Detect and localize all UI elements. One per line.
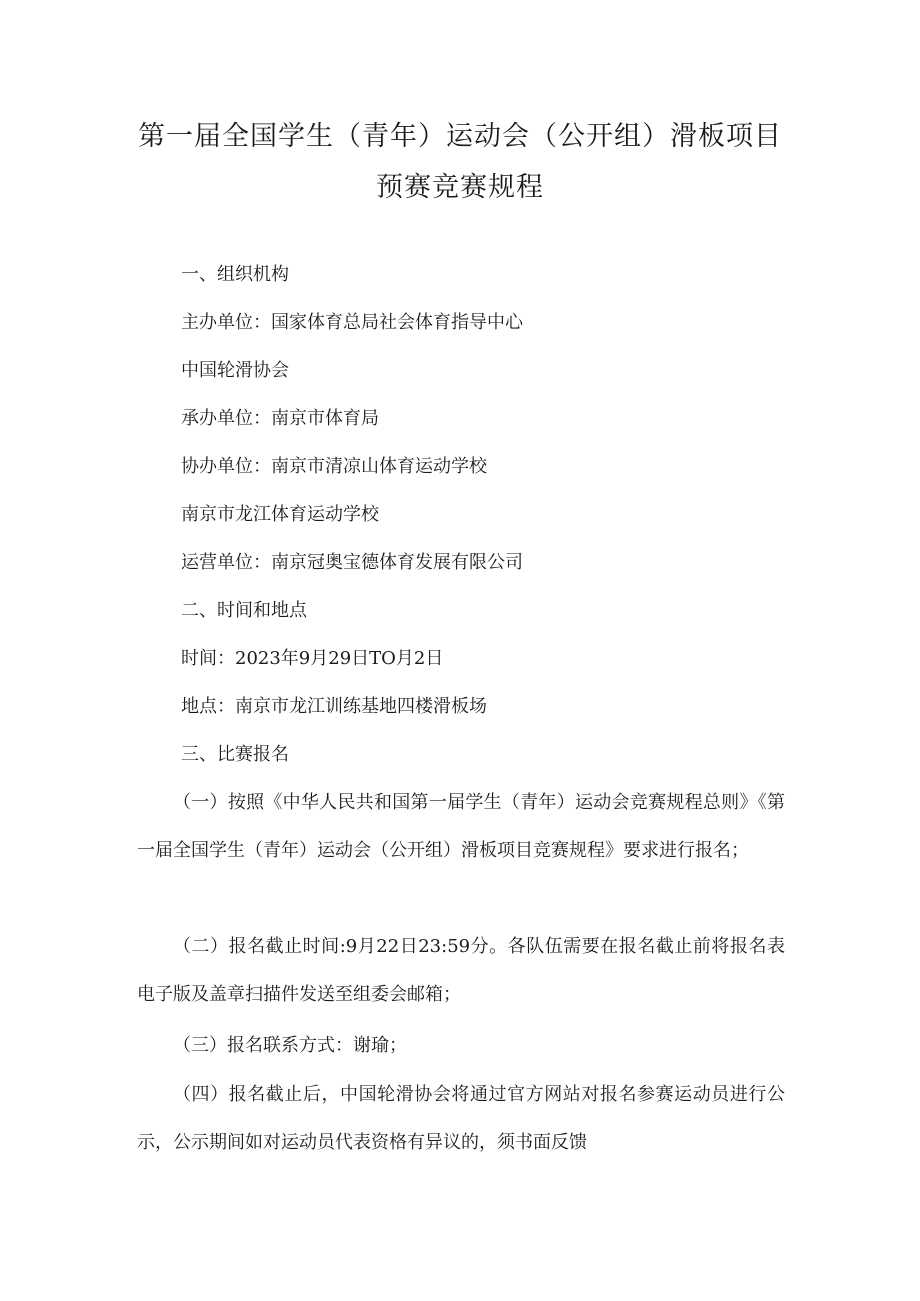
section-heading-registration: 三、比赛报名 <box>181 744 289 765</box>
host-unit-line: 主办单位：国家体育总局社会体育指导中心 <box>181 312 523 333</box>
registration-item-1: （一）按照《中华人民共和国第一届学生（青年）运动会竞赛规程总则》《第一届全国学生（青年）运动会（公开组）滑板项目竞赛规程》要求进行报名； <box>137 792 785 861</box>
coorganizer-unit-line: 协办单位：南京市清凉山体育运动学校 <box>181 456 487 477</box>
document-title-line-1: 第一届全国学生（青年）运动会（公开组）滑板项目 <box>138 121 782 152</box>
document-title-line-2: 预赛竞赛规程 <box>376 172 544 203</box>
registration-item-2: （二）报名截止时间:9月22日23:59分。各队伍需要在报名截止前将报名表电子版及盖章扫描件发送至组委会邮箱； <box>137 936 785 1005</box>
section-heading-time-place: 二、时间和地点 <box>181 600 307 621</box>
organizer-unit-line: 承办单位：南京市体育局 <box>181 408 379 429</box>
registration-item-3: （三）报名联系方式：谢瑜； <box>173 1035 407 1056</box>
registration-item-4: （四）报名截止后，中国轮滑协会将通过官方网站对报名参赛运动员进行公示，公示期间如对运动员代表资格有异议的，须书面反馈 <box>137 1084 785 1153</box>
time-line: 时间：2023年9月29日TO月2日 <box>181 648 444 669</box>
operator-unit-line: 运营单位：南京冠奥宝德体育发展有限公司 <box>181 552 523 573</box>
host-unit-line-2: 中国轮滑协会 <box>181 360 289 381</box>
place-line: 地点：南京市龙江训练基地四楼滑板场 <box>181 696 487 717</box>
section-heading-organization: 一、组织机构 <box>181 264 289 285</box>
coorganizer-unit-line-2: 南京市龙江体育运动学校 <box>181 504 379 525</box>
